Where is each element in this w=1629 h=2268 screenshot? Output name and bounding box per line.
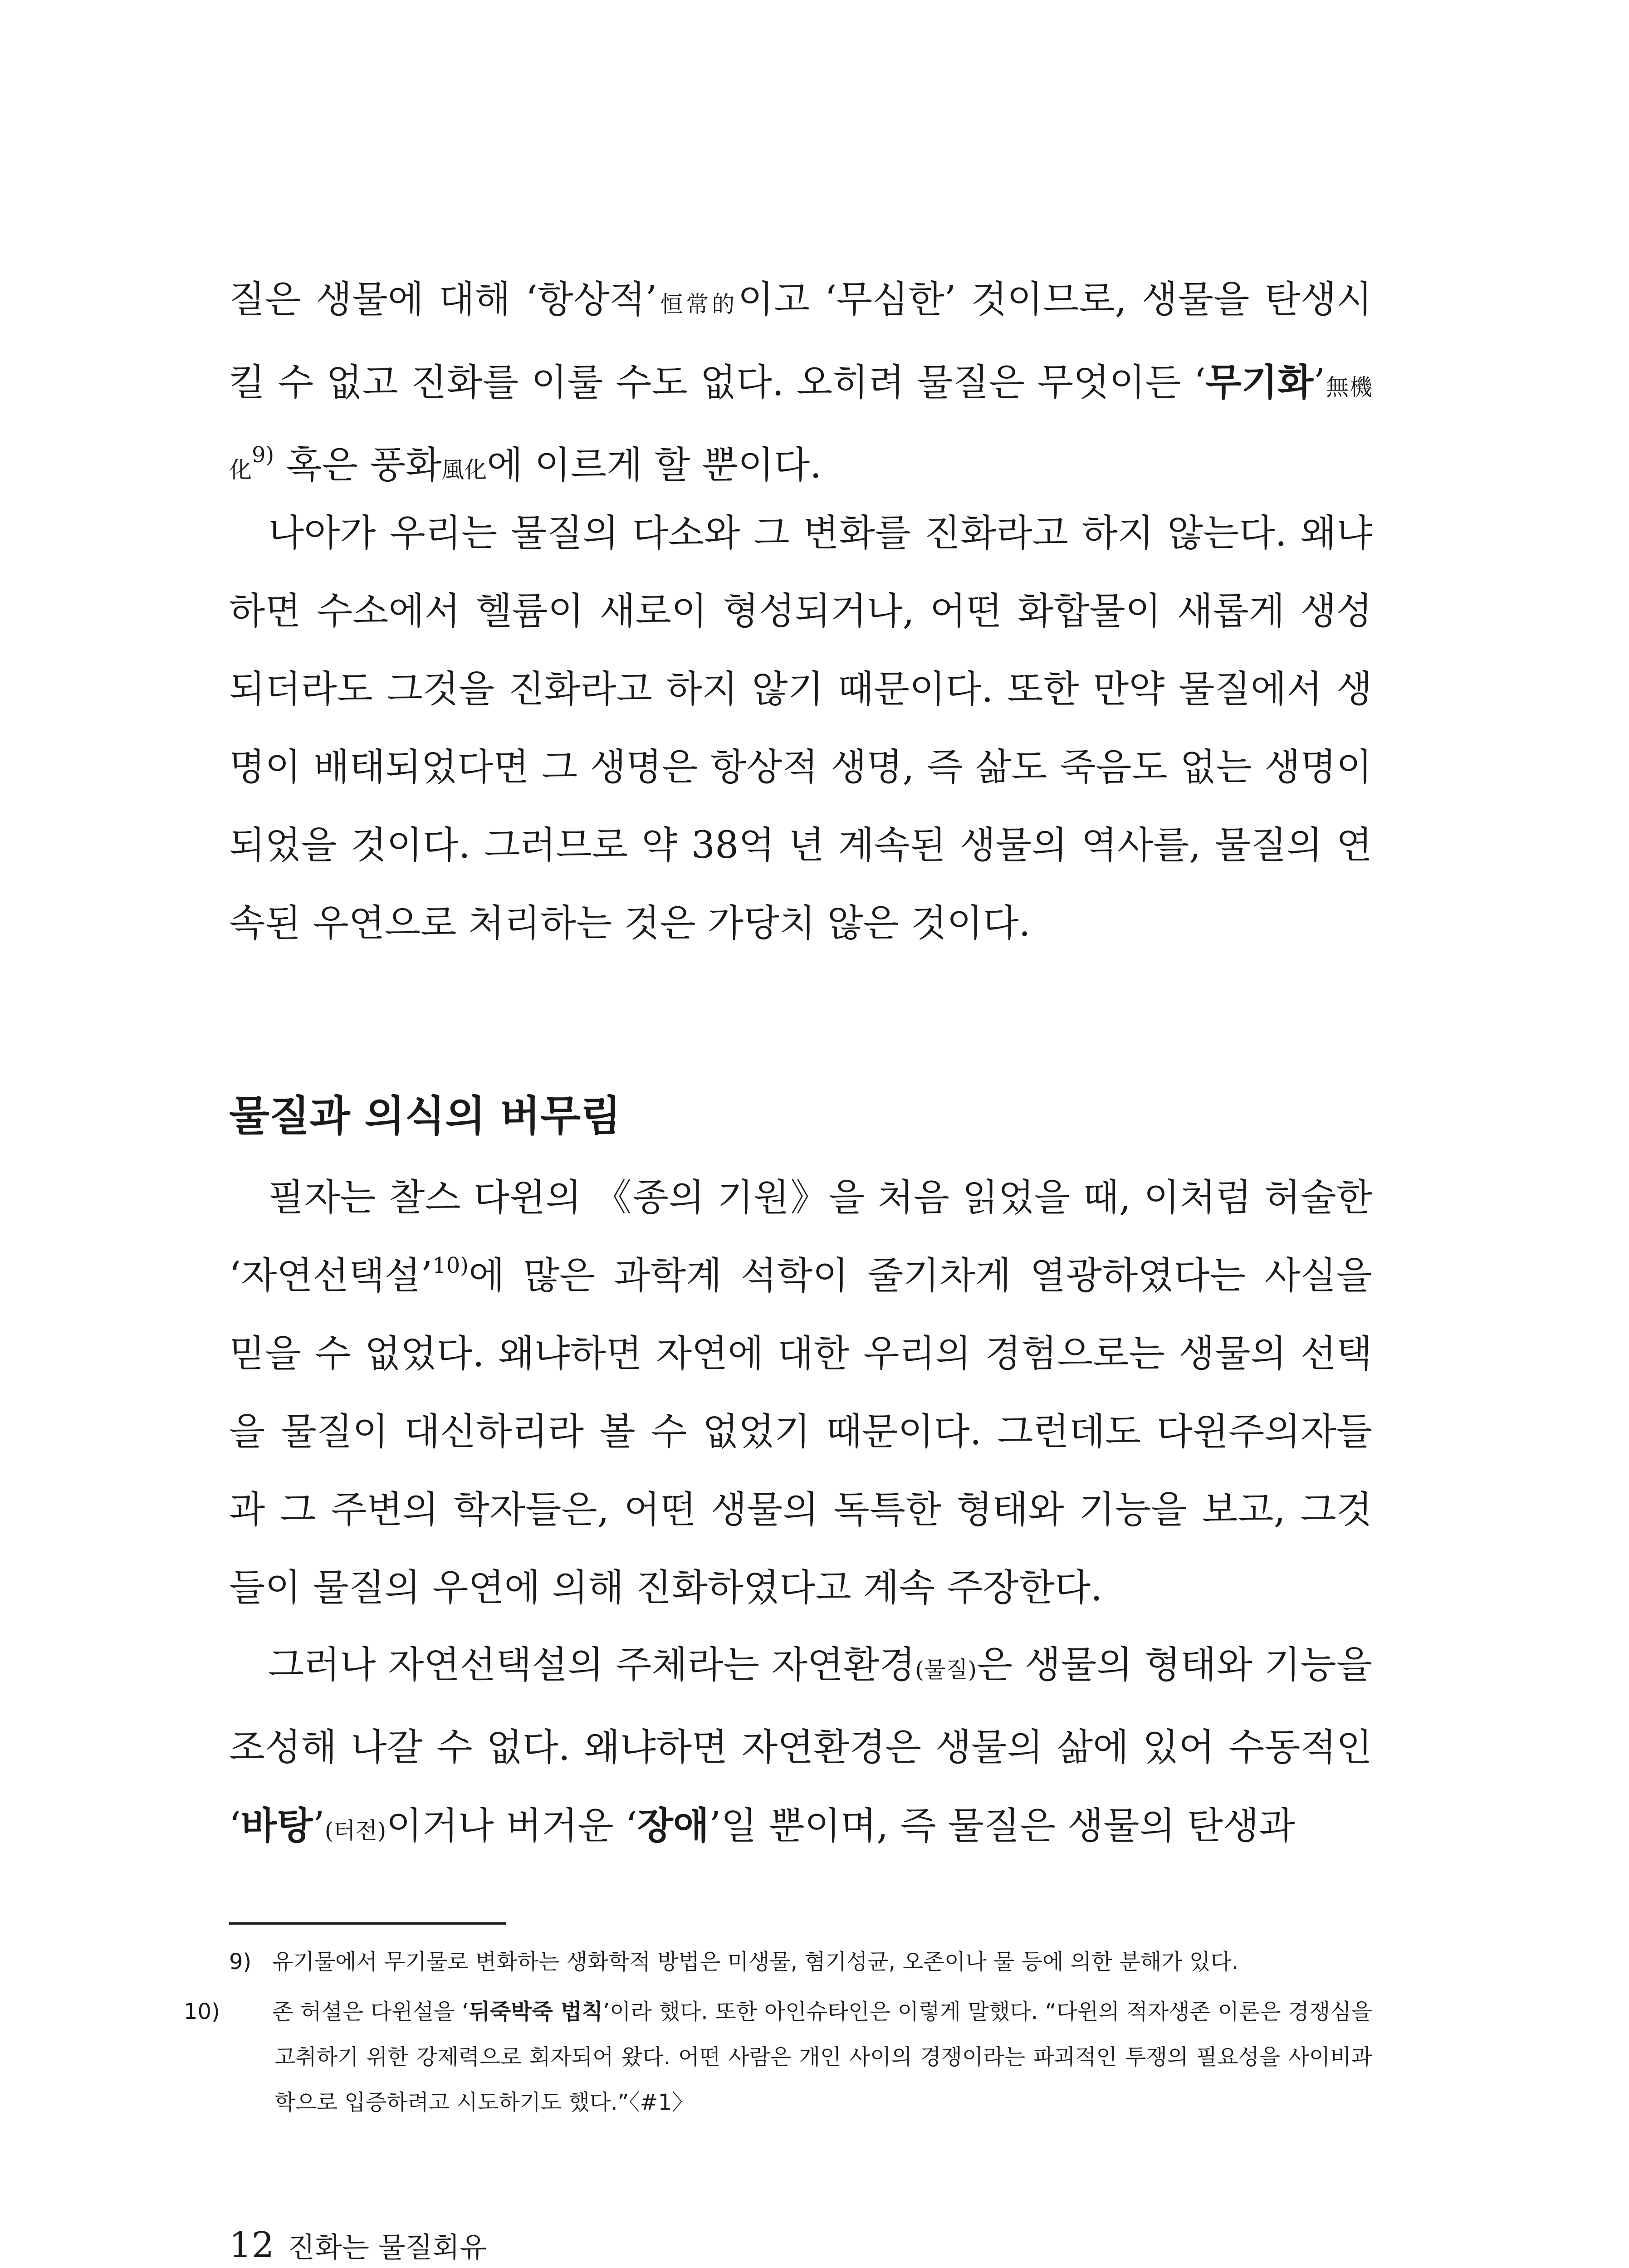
footnote-9 (229, 1939, 1372, 1984)
text-span: 에 이르게 할 뿐이다. (487, 444, 822, 487)
footnote-divider (229, 1922, 506, 1925)
text-span: 그러나 자연선택설의 주체라는 자연환경 (268, 1643, 915, 1686)
paragraph-1 (229, 261, 1372, 509)
text-span: 이거나 버거운 ‘ (386, 1804, 637, 1848)
bold-term: 장애 (637, 1804, 709, 1848)
footnote-text: 존 허셜은 다윈설을 ‘ (272, 1999, 469, 2024)
text-span: ’ (313, 1804, 325, 1848)
paragraph-2: 나아가 우리는 물질의 다소와 그 변화를 진화라고 하지 않는다. 왜냐하면 수소에서 헬륨이 새로이 형성되거나, 어떤 화합물이 새롭게 생성되더라도 그것을 진화라고 하지 않기 때문이다. 또한 만약 물질에서 생명이 배태되었다면 그 생명은 항상적 생명, 즉 삶도 죽음도 없는 생명이 되었을 것이다. 그러므로 약 38억 년 계속된 생물의 역사를, 물질의 연속된 우연으로 처리하는 것은 가당치 않은 것이다. (229, 512, 1372, 945)
page-number: 12 (229, 2225, 274, 2266)
text-span: 은 생물의 형태와 기능을 조성해 나갈 수 없다. 왜냐하면 자연환경은 생물의 삶에 있어 수동적인 ‘ (229, 1643, 1372, 1848)
paragraph-4 (229, 1626, 1372, 1870)
page-footer (229, 2220, 487, 2268)
text-span: ’ (1313, 361, 1326, 404)
paren-annotation: (터전) (324, 1818, 386, 1844)
footnote-number: 10) (184, 1999, 220, 2024)
footnote-text: 유기물에서 무기물로 변화하는 생화학적 방법은 미생물, 혐기성균, 오존이나 물 등에 의한 분해가 있다. (272, 1949, 1238, 1975)
text-span: 혹은 풍화 (274, 444, 442, 487)
paren-annotation: (물질) (915, 1657, 977, 1683)
footnote-10 (184, 1989, 1373, 2125)
text-span: 이고 ‘무심한’ 것이므로, 생물을 탄생시킬 수 없고 진화를 이룰 수도 없다. 오히려 물질은 무엇이든 ‘ (229, 278, 1372, 404)
text-span: 에 많은 과학계 석학이 줄기차게 열광하였다는 사실을 믿을 수 없었다. 왜냐하면 자연에 대한 우리의 경험으로는 생물의 선택을 물질이 대신하리라 볼 수 없었기 때문이다. 그런데도 다윈주의자들과 그 주변의 학자들은, 어떤 생물의 독특한 형태와 기능을 보고, 그것들이 물질의 우연에 의해 진화하였다고 계속 주장한다. (229, 1254, 1372, 1609)
hanja-annotation: 風化 (441, 457, 487, 483)
text-span: 질은 생물에 대해 ‘항상적’ (229, 278, 657, 321)
bold-term: 바탕 (241, 1804, 313, 1848)
hanja-annotation: 無機化 (229, 374, 1372, 483)
text-span: 필자는 찰스 다윈의 《종의 기원》을 처음 읽었을 때, 이처럼 허술한 ‘자연선택설’ (229, 1176, 1372, 1297)
footnote-text: ’이라 했다. 또한 아인슈타인은 이렇게 말했다. “다윈의 적자생존 이론은 경쟁심을 고취하기 위한 강제력으로 회자되어 왔다. 어떤 사람은 개인 사이의 경쟁이라는 파괴적인 투쟁의 필요성을 사이비과학으로 입증하려고 시도하기도 했다.”〈#1〉 (274, 1999, 1373, 2115)
footnote-ref: 10) (432, 1253, 469, 1278)
running-title: 진화는 물질회유 (288, 2231, 487, 2264)
hanja-annotation: 恒常的 (657, 291, 738, 318)
text-span: ’일 뿐이며, 즉 물질은 생물의 탄생과 (709, 1804, 1295, 1848)
section-heading: 물질과 의식의 버무림 (229, 1091, 621, 1140)
footnote-number: 9) (229, 1949, 252, 1975)
bold-term: 무기화 (1205, 361, 1314, 404)
paragraph-3 (229, 1159, 1372, 1627)
footnote-ref: 9) (252, 442, 274, 468)
bold-term: 뒤죽박죽 법칙 (469, 1999, 603, 2024)
